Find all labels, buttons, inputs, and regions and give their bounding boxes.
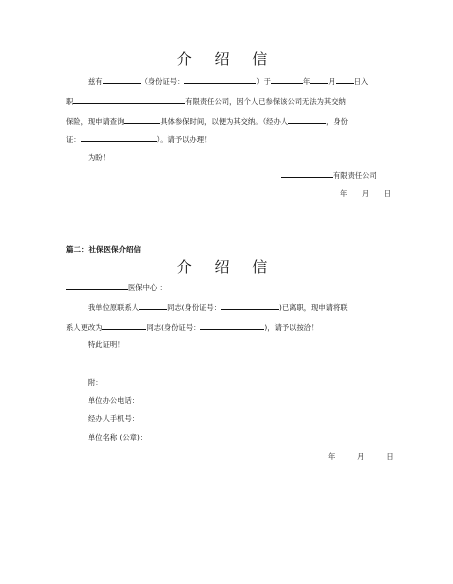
blank-old-contact <box>139 302 167 310</box>
letter2-attach: 附： <box>88 378 103 387</box>
text: )，请予以按洽！ <box>264 323 319 332</box>
letter2-title: 介 绍 信 <box>176 258 277 276</box>
text: 兹有 <box>88 77 103 86</box>
letter2-mobile: 经办人手机号： <box>88 414 140 423</box>
letter2-date: 年 月 日 <box>328 452 394 461</box>
text: 年 <box>302 77 311 86</box>
letter2-line2 <box>66 322 318 333</box>
letter2-office-phone: 单位办公电话： <box>88 396 140 405</box>
text: 保险，现申请查询 <box>66 117 125 126</box>
text: ，身份 <box>326 117 348 126</box>
blank-agent <box>288 116 326 124</box>
letter1-title: 介 绍 信 <box>176 50 277 68</box>
text: ）。请予以办理！ <box>156 135 212 144</box>
blank-agent-id <box>81 134 157 142</box>
blank-company <box>73 96 185 104</box>
text: 同志(身份证号： <box>167 303 222 312</box>
text: 证： <box>66 135 81 144</box>
letter2-line1 <box>88 302 348 313</box>
letter1-line1 <box>88 76 368 87</box>
blank-old-id <box>221 302 279 310</box>
blank-new-contact <box>102 322 146 330</box>
text: 同志(身份证号： <box>146 323 201 332</box>
text: 日入 <box>353 77 369 86</box>
text: 具体参保时间，以便为其交纳。（经办人 <box>160 117 289 126</box>
blank-month <box>310 76 328 84</box>
letter1-line4 <box>66 134 211 145</box>
blank-id <box>184 76 256 84</box>
section-heading: 篇二：社保医保介绍信 <box>66 245 141 254</box>
text: 我单位原联系人 <box>88 303 140 312</box>
text: 系人更改为 <box>66 323 103 332</box>
letter1-line3 <box>66 116 348 127</box>
letter2-addressee <box>66 282 167 293</box>
letter1-date: 年 月 日 <box>340 189 392 198</box>
blank-signature <box>281 170 333 178</box>
blank-new-id <box>200 322 264 330</box>
text: ）于 <box>256 77 271 86</box>
text: 有限责任公司 <box>333 171 377 180</box>
text: 月 <box>328 77 336 86</box>
blank-year <box>271 76 303 84</box>
letter1-signature <box>281 170 377 181</box>
blank-person <box>124 116 160 124</box>
text: )已离职，现申请将联 <box>279 303 348 312</box>
text: 医保中心 ： <box>128 283 167 292</box>
blank-center <box>66 282 128 290</box>
letter2-unit-name: 单位名称 (公章)： <box>88 433 148 442</box>
letter1-thanks: 为盼！ <box>88 153 110 162</box>
blank-day <box>336 76 354 84</box>
text: 有限责任公司，因个人已参保该公司无法为其交纳 <box>185 97 346 106</box>
blank-name <box>103 76 141 84</box>
letter2-proof: 特此证明！ <box>88 340 125 349</box>
text: （身份证号： <box>140 77 185 86</box>
letter1-line2 <box>66 96 346 107</box>
text: 职 <box>66 97 74 106</box>
